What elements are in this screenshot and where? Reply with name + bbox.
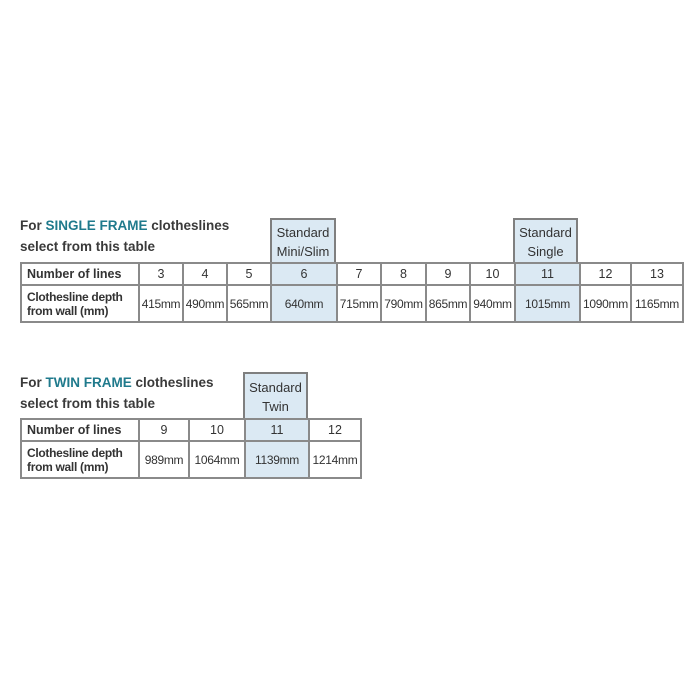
standard-mini-slim-label: Standard Mini/Slim (270, 218, 336, 263)
twin-frame-highlight: TWIN FRAME (45, 375, 132, 390)
twin-depth-row (21, 441, 361, 478)
twin-lines-row (21, 419, 361, 441)
single-depth-row (21, 285, 683, 322)
depth-cell: 1214mm (309, 441, 361, 478)
depth-row-header: Clothesline depth from wall (mm) (21, 441, 139, 478)
depth-cell: 490mm (183, 285, 227, 322)
depth-cell: 715mm (337, 285, 381, 322)
depth-cell: 989mm (139, 441, 189, 478)
lines-cell: 7 (337, 263, 381, 285)
depth-cell: 1064mm (189, 441, 245, 478)
depth-cell-standard: 1015mm (515, 285, 580, 322)
depth-cell: 1165mm (631, 285, 683, 322)
single-heading-line1: For SINGLE FRAME clotheslines (20, 218, 230, 233)
depth-cell-standard: 1139mm (245, 441, 309, 478)
depth-cell-standard: 640mm (271, 285, 337, 322)
lines-cell: 9 (139, 419, 189, 441)
single-frame-heading (20, 215, 229, 257)
twin-heading-line1: For TWIN FRAME clotheslines (20, 375, 214, 390)
lines-cell: 10 (189, 419, 245, 441)
lines-cell-standard: 11 (245, 419, 309, 441)
depth-cell: 565mm (227, 285, 271, 322)
depth-cell: 1090mm (580, 285, 631, 322)
lines-cell-standard: 11 (515, 263, 580, 285)
lines-cell: 12 (309, 419, 361, 441)
lines-cell: 8 (381, 263, 426, 285)
single-frame-highlight: SINGLE FRAME (45, 218, 148, 233)
lines-cell: 5 (227, 263, 271, 285)
twin-frame-heading (20, 372, 214, 414)
single-frame-table (20, 262, 684, 323)
single-lines-row (21, 263, 683, 285)
twin-heading-line2: select from this table (20, 396, 156, 411)
lines-cell-standard: 6 (271, 263, 337, 285)
standard-single-label: Standard Single (513, 218, 578, 263)
lines-cell: 10 (470, 263, 515, 285)
lines-cell: 12 (580, 263, 631, 285)
depth-cell: 415mm (139, 285, 183, 322)
standard-twin-label: Standard Twin (243, 372, 308, 419)
depth-cell: 790mm (381, 285, 426, 322)
lines-cell: 9 (426, 263, 470, 285)
lines-cell: 13 (631, 263, 683, 285)
single-heading-line2: select from this table (20, 239, 156, 254)
lines-row-header: Number of lines (21, 419, 139, 441)
lines-cell: 4 (183, 263, 227, 285)
depth-row-header: Clothesline depth from wall (mm) (21, 285, 139, 322)
depth-cell: 940mm (470, 285, 515, 322)
depth-cell: 865mm (426, 285, 470, 322)
lines-row-header: Number of lines (21, 263, 139, 285)
twin-frame-table (20, 418, 362, 479)
lines-cell: 3 (139, 263, 183, 285)
